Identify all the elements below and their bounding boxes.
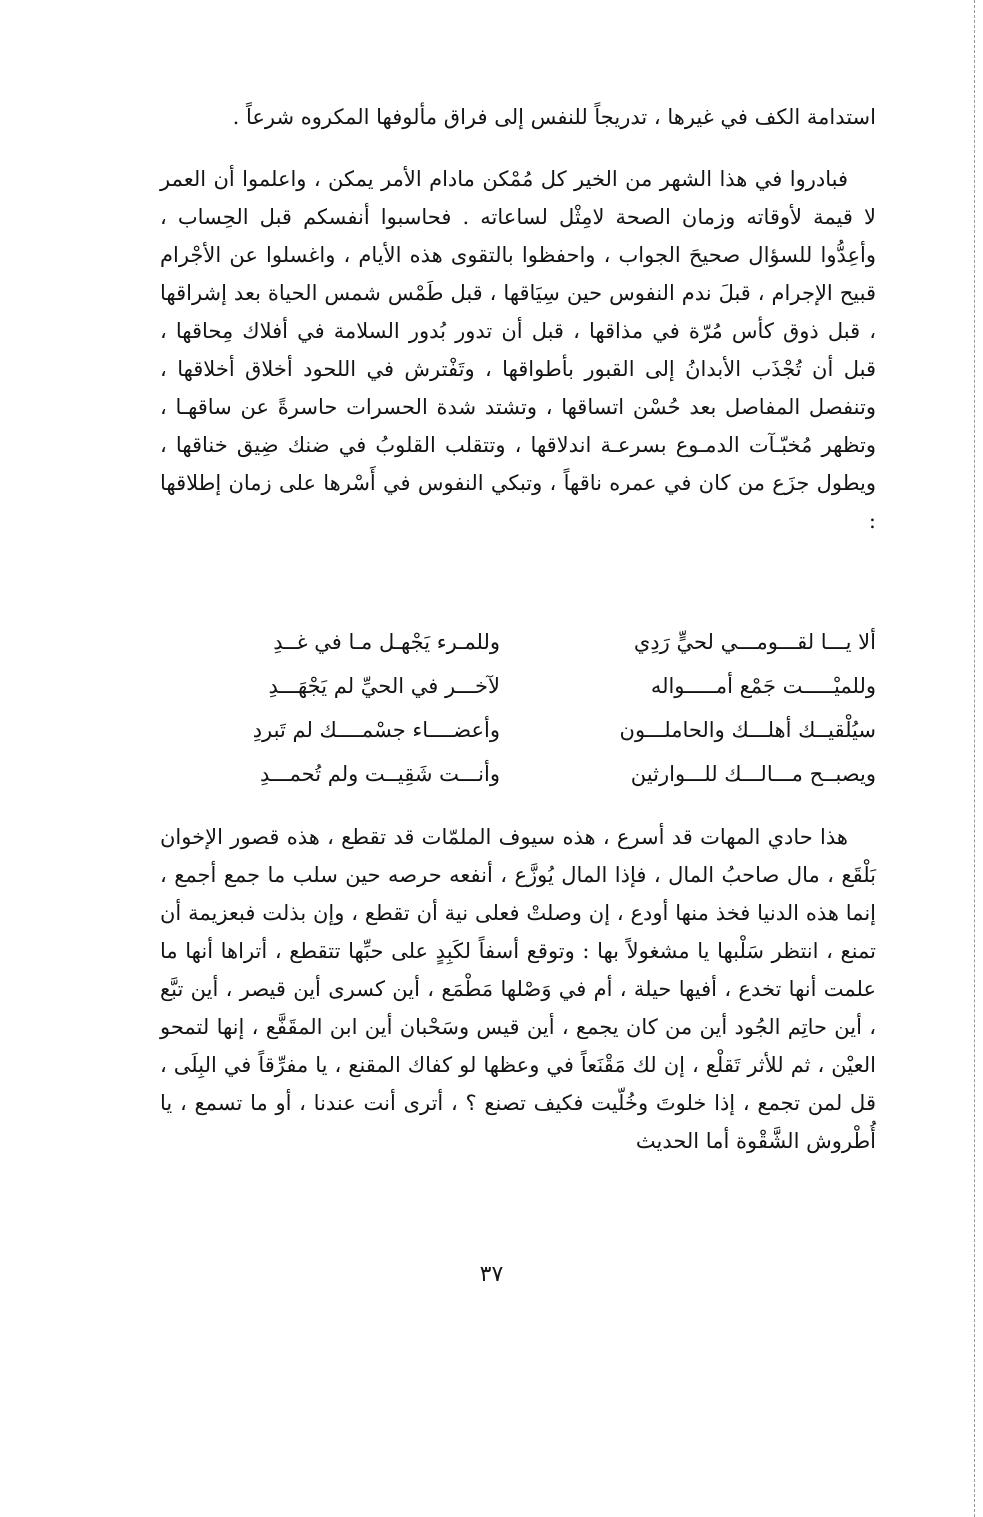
page-edge-dotted-line: [974, 0, 975, 1517]
paragraph-world-transience: هذا حادي المهات قد أسرع ، هذه سيوف الملمّات قد تقطع ، هذه قصور الإخوان بَلْقَع ، مال صاحبُ المال ، فإذا المال يُوزَّع ، أنفعه حرصه حين سلب ما جمع أجمع ، إنما هذه الدنيا فخذ منها أودع ، إن وصلتْ فعلى نية أن تقطع ، وإن بذلت فبعزيمة أن تمنع ، انتظر سَلْبها يا مشغولاً بها : وتوقع أسفاً لكَبِدٍ على حبِّها تتقطع ، أتراها أنها ما علمت أنها تخدع ، أفيها حيلة ، أم في وَصْلها مَطْمَع ، أين كسرى أين قيصر ، أين تبَّع ، أين حاتِم الجُود أين من كان يجمع ، أين قيس وسَحْبان أين ابن المقَفَّع ، إنها لتمحو العيْن ، ثم للأثر تَقلْع ، إن لك مَقْنَعاً في وعظها لو كفاك المقنع ، يا مفرِّقاً في البِلَى ، قل لمن تجمع ، إذا خلوتَ وخُلّيت فكيف تصنع ؟ ، أترى أنت عندنا ، أو ما تسمع ، يا أُطْروش الشَّقْوة أما الحديث: [160, 825, 876, 1153]
verse-first-hemistich: ألا يـــا لقـــومـــي لحيٍّ رَدِي: [633, 630, 876, 654]
verse-first-hemistich: ويصبــح مـــالـــك للـــوارثين: [630, 762, 876, 786]
paragraph-exhortation: فبادروا في هذا الشهر من الخير كل مُمْكن مادام الأمر يمكن ، واعلموا أن العمر لا قيمة لأوقاته وزمان الصحة لامِثْل لساعاته . فحاسبوا أنفسكم قبل الحِساب ، وأعِدُّوا للسؤال صحيحَ الجواب ، واحفظوا بالتقوى هذه الأيام ، واغسلوا عن الأجْرام قبيح الإجرام ، قبلَ ندم النفوس حين سِيَاقها ، قبل طَمْس شمس الحياة بعد إشراقها ، قبل ذوق كأس مُرّة في مذاقها ، قبل أن تدور بُدور السلامة في أفلاك مِحاقها ، قبل أن تُجْذَب الأبدانُ إلى القبور بأطواقها ، وتَفْترش في اللحود أخلاق أخلاقها ، وتنفصل المفاصل بعد حُسْن اتساقها ، وتشتد شدة الحسرات حاسرةً عن ساقهـا ، وتظهر مُخبّـآت الدمـوع بسرعـة اندلاقها ، وتتقلب القلوبُ في ضنك ضِيق خناقها ، ويطول جزَع من كان في عمره ناقهاً ، وتبكي النفوس في أَسْرها على زمان إطلاقها :: [160, 167, 876, 533]
poem-verse: [160, 620, 876, 664]
verse-second-hemistich: وللمـرء يَجْهـل مـا في غــدِ: [273, 630, 500, 654]
poem-verse: [160, 752, 876, 796]
verse-second-hemistich: وأنـــت شَقِيــت ولم تُحمـــدِ: [260, 762, 500, 786]
paragraph-continuation: استدامة الكف في غيرها ، تدريجاً للنفس إلى فراق مألوفها المكروه شرعاً .: [232, 105, 876, 129]
page-number: ٣٧: [479, 1262, 504, 1287]
poem: [160, 620, 876, 796]
poem-verse: [160, 708, 876, 752]
poem-verse: [160, 664, 876, 708]
verse-second-hemistich: وأعضــــاء جسْمــــك لم تَبردِ: [252, 718, 500, 742]
verse-second-hemistich: لآخـــر في الحيِّ لم يَجْهَـــدِ: [268, 674, 500, 698]
verse-first-hemistich: سيُلْقيــك أهلـــك والحاملـــون: [619, 718, 876, 742]
verse-first-hemistich: وللميْـــــت جَمْع أمـــــواله: [650, 674, 876, 698]
